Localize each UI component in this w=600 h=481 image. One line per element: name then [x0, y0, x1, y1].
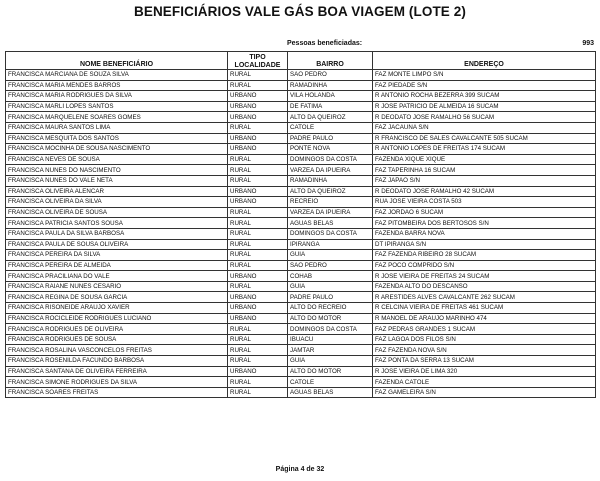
table-row	[6, 366, 596, 377]
cell-neighborhood: ALTO DA QUEIROZ	[288, 186, 373, 197]
cell-name: FRANCISCA NEVES DE SOUSA	[6, 154, 228, 165]
cell-neighborhood: ALTO DO MOTOR	[288, 313, 373, 324]
table-row	[6, 70, 596, 81]
cell-neighborhood: RAMADINHA	[288, 80, 373, 91]
cell-locality-type: RURAL	[228, 207, 288, 218]
table-row	[6, 218, 596, 229]
cell-name: FRANCISCA RISONEIDE ARAUJO XAVIER	[6, 303, 228, 314]
cell-neighborhood: COHAB	[288, 271, 373, 282]
cell-name: FRANCISCA RODRIGUES DE OLIVEIRA	[6, 324, 228, 335]
cell-locality-type: URBANO	[228, 101, 288, 112]
cell-name: FRANCISCA ROSALINA VASCONCELOS FREITAS	[6, 345, 228, 356]
cell-name: FRANCISCA OLIVEIRA DA SILVA	[6, 197, 228, 208]
cell-locality-type: URBANO	[228, 313, 288, 324]
cell-name: FRANCISCA MESQUITA DOS SANTOS	[6, 133, 228, 144]
cell-neighborhood: DE FATIMA	[288, 101, 373, 112]
summary-value: 993	[582, 40, 594, 47]
header-name: NOME BENEFICIÁRIO	[6, 52, 228, 70]
cell-neighborhood: DOMINGOS DA COSTA	[288, 324, 373, 335]
cell-name: FRANCISCA RODRIGUES DE SOUSA	[6, 334, 228, 345]
cell-name: FRANCISCA MARCIANA DE SOUZA SILVA	[6, 70, 228, 81]
cell-address: FAZ FAZENDA RIBEIRO 28 SUCAM	[373, 250, 596, 261]
cell-name: FRANCISCA SOARES FREITAS	[6, 387, 228, 398]
cell-neighborhood: DOMINGOS DA COSTA	[288, 154, 373, 165]
table-row	[6, 197, 596, 208]
cell-locality-type: URBANO	[228, 292, 288, 303]
cell-locality-type: RURAL	[228, 70, 288, 81]
cell-address: FAZ PITOMBEIRA DOS BERTOSOS S/N	[373, 218, 596, 229]
cell-address: FAZENDA BARRA NOVA	[373, 228, 596, 239]
table-row	[6, 112, 596, 123]
cell-locality-type: URBANO	[228, 197, 288, 208]
cell-locality-type: RURAL	[228, 154, 288, 165]
cell-name: FRANCISCA PEREIRA DE ALMEIDA	[6, 260, 228, 271]
table-row	[6, 228, 596, 239]
cell-address: R JOSE PATRICIO DE ALMEIDA 16 SUCAM	[373, 101, 596, 112]
cell-address: R DEODATO JOSE RAMALHO 56 SUCAM	[373, 112, 596, 123]
cell-name: FRANCISCA RAIANE NUNES CESARIO	[6, 281, 228, 292]
table-header-row	[6, 52, 596, 70]
cell-name: FRANCISCA OLIVEIRA ALENCAR	[6, 186, 228, 197]
cell-neighborhood: SAO PEDRO	[288, 70, 373, 81]
cell-address: FAZ PONTA DA SERRA 13 SUCAM	[373, 356, 596, 367]
cell-neighborhood: IPIRANGA	[288, 239, 373, 250]
cell-name: FRANCISCA SIMONE RODRIGUES DA SILVA	[6, 377, 228, 388]
cell-address: R JOSE VIEIRA DE FREITAS 24 SUCAM	[373, 271, 596, 282]
table-row	[6, 101, 596, 112]
header-address: ENDEREÇO	[373, 52, 596, 70]
cell-neighborhood: ALTO DO RECREIO	[288, 303, 373, 314]
cell-address: R ANTONIO LOPES DE FREITAS 174 SUCAM	[373, 144, 596, 155]
cell-neighborhood: RAMADINHA	[288, 175, 373, 186]
table-row	[6, 345, 596, 356]
table-row	[6, 387, 596, 398]
cell-neighborhood: JAMTAR	[288, 345, 373, 356]
cell-locality-type: RURAL	[228, 239, 288, 250]
cell-neighborhood: ALTO DO MOTOR	[288, 366, 373, 377]
cell-locality-type: RURAL	[228, 324, 288, 335]
cell-neighborhood: VARZEA DA IPUEIRA	[288, 207, 373, 218]
cell-address: FAZ PEDRAS GRANDES 1 SUCAM	[373, 324, 596, 335]
cell-locality-type: RURAL	[228, 281, 288, 292]
cell-locality-type: URBANO	[228, 133, 288, 144]
cell-locality-type: URBANO	[228, 144, 288, 155]
cell-name: FRANCISCA PRACILIANA DO VALE	[6, 271, 228, 282]
cell-neighborhood: ALTO DA QUEIROZ	[288, 112, 373, 123]
cell-address: R FRANCISCO DE SALES CAVALCANTE 505 SUCAM	[373, 133, 596, 144]
cell-address: FAZ PIEDADE S/N	[373, 80, 596, 91]
cell-neighborhood: VARZEA DA IPUEIRA	[288, 165, 373, 176]
cell-locality-type: RURAL	[228, 165, 288, 176]
cell-address: DT IPIRANGA S/N	[373, 239, 596, 250]
table-row	[6, 91, 596, 102]
cell-name: FRANCISCA ROSENILDA FACUNDO BARBOSA	[6, 356, 228, 367]
table-body	[6, 70, 596, 398]
table-row	[6, 122, 596, 133]
cell-name: FRANCISCA PEREIRA DA SILVA	[6, 250, 228, 261]
cell-address: FAZ JORDAO 6 SUCAM	[373, 207, 596, 218]
cell-locality-type: RURAL	[228, 356, 288, 367]
cell-name: FRANCISCA MAURA SANTOS LIMA	[6, 122, 228, 133]
cell-address: FAZENDA XIQUE XIQUE	[373, 154, 596, 165]
cell-neighborhood: VILA HOLANDA	[288, 91, 373, 102]
cell-locality-type: RURAL	[228, 175, 288, 186]
cell-locality-type: RURAL	[228, 345, 288, 356]
table-row	[6, 281, 596, 292]
table-row	[6, 377, 596, 388]
table-row	[6, 239, 596, 250]
cell-neighborhood: PONTE NOVA	[288, 144, 373, 155]
cell-address: FAZ GAMELEIRA S/N	[373, 387, 596, 398]
cell-locality-type: URBANO	[228, 91, 288, 102]
cell-neighborhood: RECREIO	[288, 197, 373, 208]
table-row	[6, 324, 596, 335]
cell-name: FRANCISCA ROCICLEIDE RODRIGUES LUCIANO	[6, 313, 228, 324]
cell-neighborhood: PADRE PAULO	[288, 133, 373, 144]
cell-neighborhood: GUIA	[288, 250, 373, 261]
cell-neighborhood: DOMINGOS DA COSTA	[288, 228, 373, 239]
cell-neighborhood: CATOLE	[288, 377, 373, 388]
cell-address: R CELCINA VIEIRA DE FREITAS 461 SUCAM	[373, 303, 596, 314]
cell-address: FAZ MONTE LIMPO S/N	[373, 70, 596, 81]
table-row	[6, 154, 596, 165]
cell-neighborhood: AGUAS BELAS	[288, 387, 373, 398]
header-neighborhood: BAIRRO	[288, 52, 373, 70]
cell-locality-type: URBANO	[228, 186, 288, 197]
cell-locality-type: RURAL	[228, 218, 288, 229]
cell-locality-type: RURAL	[228, 122, 288, 133]
cell-locality-type: URBANO	[228, 271, 288, 282]
cell-address: FAZ JACAUNA S/N	[373, 122, 596, 133]
cell-name: FRANCISCA REGINA DE SOUSA GARCIA	[6, 292, 228, 303]
cell-neighborhood: IBUACU	[288, 334, 373, 345]
cell-name: FRANCISCA MARIA RODRIGUES DA SILVA	[6, 91, 228, 102]
table-row	[6, 250, 596, 261]
cell-address: R ANTONIO ROCHA BEZERRA 399 SUCAM	[373, 91, 596, 102]
table-row	[6, 292, 596, 303]
cell-address: FAZ POCO COMPRIDO S/N	[373, 260, 596, 271]
cell-locality-type: URBANO	[228, 366, 288, 377]
table-row	[6, 334, 596, 345]
page-number: Página 4 de 32	[275, 466, 325, 473]
cell-address: R JOSE VIEIRA DE LIMA 320	[373, 366, 596, 377]
beneficiaries-table	[5, 51, 596, 398]
cell-name: FRANCISCA PAULA DE SOUSA OLIVEIRA	[6, 239, 228, 250]
beneficiaries-summary	[0, 40, 600, 50]
cell-address: FAZ FAZENDA NOVA S/N	[373, 345, 596, 356]
cell-name: FRANCISCA MARIA MENDES BARROS	[6, 80, 228, 91]
cell-locality-type: RURAL	[228, 387, 288, 398]
cell-address: FAZ JAPAO S/N	[373, 175, 596, 186]
table-row	[6, 80, 596, 91]
cell-address: FAZENDA CATOLE	[373, 377, 596, 388]
page-title: BENEFICIÁRIOS VALE GÁS BOA VIAGEM (LOTE 2)	[134, 4, 466, 19]
cell-name: FRANCISCA MARQUELENE SOARES GOMES	[6, 112, 228, 123]
table-row	[6, 260, 596, 271]
table-row	[6, 144, 596, 155]
cell-address: R DEODATO JOSE RAMALHO 42 SUCAM	[373, 186, 596, 197]
table-row	[6, 175, 596, 186]
table-row	[6, 207, 596, 218]
cell-address: FAZENDA ALTO DO DESCANSO	[373, 281, 596, 292]
cell-neighborhood: AGUAS BELAS	[288, 218, 373, 229]
cell-locality-type: RURAL	[228, 80, 288, 91]
summary-label: Pessoas beneficiadas:	[287, 40, 363, 47]
header-locality-type: TIPO LOCALIDADE	[228, 52, 288, 70]
cell-locality-type: RURAL	[228, 334, 288, 345]
cell-locality-type: RURAL	[228, 260, 288, 271]
cell-name: FRANCISCA OLIVEIRA DE SOUSA	[6, 207, 228, 218]
table-row	[6, 271, 596, 282]
cell-name: FRANCISCA NUNES DO NASCIMENTO	[6, 165, 228, 176]
cell-neighborhood: SAO PEDRO	[288, 260, 373, 271]
cell-address: R MANOEL DE ARAUJO MARINHO 474	[373, 313, 596, 324]
cell-neighborhood: GUIA	[288, 281, 373, 292]
cell-locality-type: RURAL	[228, 377, 288, 388]
cell-name: FRANCISCA SANTANA DE OLIVEIRA FERREIRA	[6, 366, 228, 377]
cell-name: FRANCISCA PAULA DA SILVA BARBOSA	[6, 228, 228, 239]
cell-name: FRANCISCA NUNES DO VALE NETA	[6, 175, 228, 186]
cell-neighborhood: CATOLE	[288, 122, 373, 133]
cell-name: FRANCISCA MOCINHA DE SOUSA NASCIMENTO	[6, 144, 228, 155]
cell-address: FAZ LAGOA DOS FILOS S/N	[373, 334, 596, 345]
cell-address: FAZ TAPERINHA 16 SUCAM	[373, 165, 596, 176]
cell-locality-type: RURAL	[228, 228, 288, 239]
cell-locality-type: RURAL	[228, 250, 288, 261]
table-row	[6, 356, 596, 367]
cell-name: FRANCISCA MARLI LOPES SANTOS	[6, 101, 228, 112]
cell-address: R ARESTIDES ALVES CAVALCANTE 262 SUCAM	[373, 292, 596, 303]
table-row	[6, 186, 596, 197]
table-row	[6, 303, 596, 314]
cell-locality-type: URBANO	[228, 112, 288, 123]
cell-locality-type: URBANO	[228, 303, 288, 314]
table-row	[6, 313, 596, 324]
cell-neighborhood: GUIA	[288, 356, 373, 367]
table-row	[6, 165, 596, 176]
cell-neighborhood: PADRE PAULO	[288, 292, 373, 303]
table-row	[6, 133, 596, 144]
cell-address: RUA JOSE VIEIRA COSTA 503	[373, 197, 596, 208]
cell-name: FRANCISCA PATRICIA SANTOS SOUSA	[6, 218, 228, 229]
